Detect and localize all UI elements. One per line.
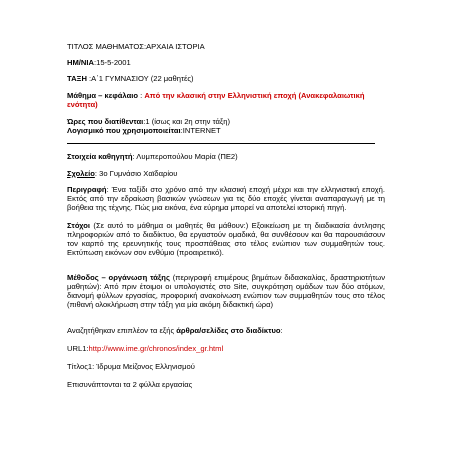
goals-text: (Σε αυτό το μάθημα οι μαθητές θα μάθουν:) Εξοικείωση με τη διαδικασία άντλησης πληροφοριών από το διαδίκτυο, θα εργαστούν ομαδικά, θα συνθέσουν και θα παρουσιάσουν τον καρπό της ερευνητικής τους προσπάθειας στο τέλος ενώπιον των συμμαθητών τους. Εκτύπωση εικόνων σον ενθύμιο (προαιρετικό). xyxy=(67,221,385,257)
method-label: Μέθοδος – οργάνωση τάξης xyxy=(67,273,170,282)
url-link[interactable]: http://www.ime.gr/chronos/index_gr.html xyxy=(88,344,224,353)
teacher-label: Στοιχεία καθηγητή xyxy=(67,152,133,161)
subject-label: Μάθημα – κεφάλαιο xyxy=(67,91,138,100)
description-text: : Ένα ταξίδι στο χρόνο από την κλασική εποχή μέχρι και την ελληνιστική εποχή. Εκτός από την εδραίωση βασικών γνώσεων για τις δύο εποχές γίνεται αναπαραγωγή με τη βοήθεια της τέχνης. Πώς μια εικόνα, ένα εύρημα μπορεί να αποτελεί ιστορική πηγή. xyxy=(67,185,385,212)
description-paragraph xyxy=(67,185,385,212)
lesson-title-text: ΤΙΤΛΟΣ ΜΑΘΗΜΑΤΟΣ:ΑΡΧΑΙΑ ΙΣΤΟΡΙΑ xyxy=(67,42,205,51)
goals-label: Στόχοι xyxy=(67,221,91,230)
method-paragraph xyxy=(67,273,385,309)
school-value: : 3ο Γυμνάσιο Χαϊδαρίου xyxy=(94,169,178,178)
class-value: :Α΄1 ΓΥΜΝΑΣΙΟΥ (22 μαθητές) xyxy=(86,74,194,83)
goals-paragraph xyxy=(67,221,385,257)
date-label: ΗΜ/ΝΙΑ xyxy=(67,58,94,67)
lesson-title xyxy=(67,42,385,51)
title1-label: Τίτλος1: xyxy=(67,362,95,371)
software-label: Λογισμικό που χρησιμοποιείται xyxy=(67,126,181,135)
software-value: :INTERNET xyxy=(180,126,221,135)
closing-line xyxy=(67,380,385,389)
closing-text: Επισυνάπτονται τα 2 φύλλα εργασίας xyxy=(67,380,193,389)
hours-value: :1 (ίσως και 2η στην τάξη) xyxy=(143,117,231,126)
software-line xyxy=(67,126,385,135)
url-label: URL1: xyxy=(67,344,89,353)
sites-bold: άρθρα/σελίδες στο διαδίκτυο xyxy=(176,326,281,335)
subject-value: Από την κλασική στην Ελληνιστική εποχή (Ανακεφαλαιωτική ενότητα) xyxy=(67,91,365,109)
hours-line xyxy=(67,117,385,126)
sites-colon: : xyxy=(280,326,283,335)
divider-line xyxy=(67,143,375,144)
date-value: :15-5-2001 xyxy=(94,58,131,67)
class-line xyxy=(67,74,385,83)
description-label: Περιγραφή xyxy=(67,185,107,194)
subject-separator: : xyxy=(137,91,145,100)
school-line xyxy=(67,169,385,178)
sites-line xyxy=(67,326,385,335)
url-line xyxy=(67,344,385,353)
method-text: (περιγραφή επιμέρους βημάτων διδασκαλίας, δραστηριοτήτων μαθητών): Από πριν έτοιμοι οι υπολογιστές στο Site, συγκρότηση ομάδων των δύο ατόμων, διανομή φύλλων εργασίας, προφορική ανακοίνωση ενώπιον των συμμαθητών τους στο τέλος (πιθανή ολοκλήρωση στην τάξη για μία ακόμη διδακτική ώρα) xyxy=(67,273,386,309)
hours-label: Ώρες που διατίθενται xyxy=(67,117,144,126)
sites-intro: Αναζητήθηκαν επιπλέον τα εξής xyxy=(67,326,177,335)
title1-value: Ίδρυμα Μείζονος Ελληνισμού xyxy=(94,362,195,371)
teacher-line xyxy=(67,152,385,161)
teacher-value: : Λυμπεροπούλου Μαρία (ΠΕ2) xyxy=(132,152,238,161)
subject-line xyxy=(67,91,385,109)
title1-line xyxy=(67,362,385,371)
school-label: Σχολείο xyxy=(67,169,95,178)
date-line xyxy=(67,58,385,67)
class-label: ΤΑΞΗ xyxy=(67,74,87,83)
